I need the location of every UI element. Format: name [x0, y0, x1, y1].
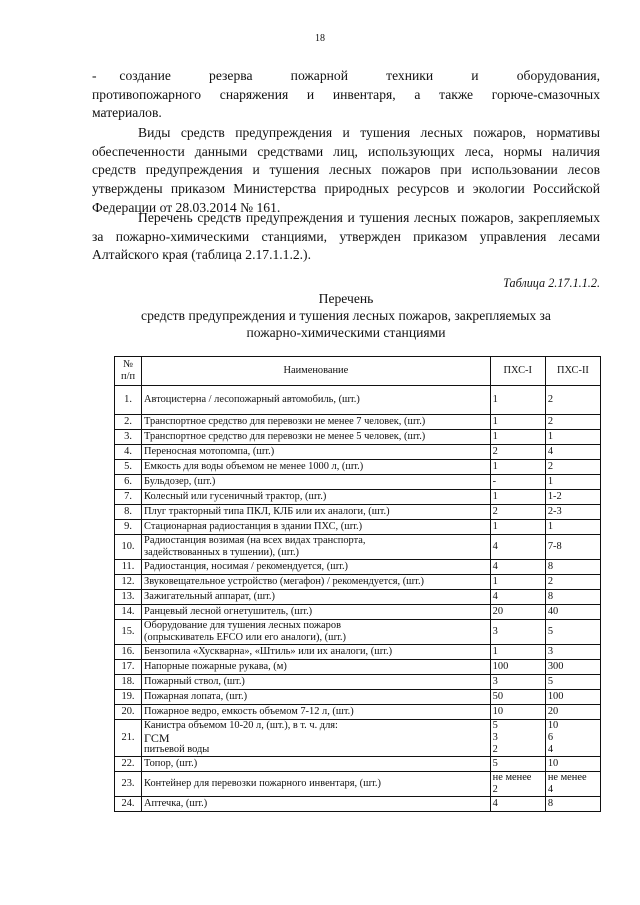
cell-text: (опрыскиватель EFCO или его аналоги), (шт.)	[144, 632, 346, 643]
row-name: Бульдозер, (шт.)	[142, 475, 491, 490]
row-number: 23.	[115, 772, 142, 797]
row-name: Зажигательный аппарат, (шт.)	[142, 590, 491, 605]
row-value: 8	[545, 590, 600, 605]
row-number: 8.	[115, 505, 142, 520]
row-number: 11.	[115, 560, 142, 575]
table-row	[115, 490, 601, 505]
row-value: 20	[545, 705, 600, 720]
row-number: 16.	[115, 645, 142, 660]
row-value: 1	[545, 475, 600, 490]
row-value: 1	[490, 520, 545, 535]
row-number: 20.	[115, 705, 142, 720]
row-number: 18.	[115, 675, 142, 690]
row-values-col2	[545, 720, 600, 757]
row-value: 5	[490, 757, 545, 772]
cell-text: 10	[547, 720, 559, 731]
row-values-col1	[490, 720, 545, 757]
row-value: 300	[545, 660, 600, 675]
table-row	[115, 445, 601, 460]
row-name: Звуковещательное устройство (мегафон) / рекомендуется, (шт.)	[142, 575, 491, 590]
table-row	[115, 675, 601, 690]
row-value: 2	[545, 575, 600, 590]
row-name: Бензопила «Хускварна», «Штиль» или их аналоги, (шт.)	[142, 645, 491, 660]
row-value: 2	[545, 415, 600, 430]
row-value: 20	[490, 605, 545, 620]
row-number: 22.	[115, 757, 142, 772]
cell-text: Канистра объемом 10-20 л, (шт.), в т. ч. для:	[144, 720, 338, 731]
row-values-col2	[545, 772, 600, 797]
row-value: 3	[545, 645, 600, 660]
row-values-col1	[490, 772, 545, 797]
cell-text: Радиостанция возимая (на всех видах транспорта,	[144, 535, 366, 546]
row-name: Автоцистерна / лесопожарный автомобиль, (шт.)	[142, 386, 491, 415]
row-number: 10.	[115, 535, 142, 560]
table-row	[115, 505, 601, 520]
row-name: Топор, (шт.)	[142, 757, 491, 772]
row-value: 2-3	[545, 505, 600, 520]
row-name: Стационарная радиостанция в здании ПХС, (шт.)	[142, 520, 491, 535]
row-value: 1	[490, 645, 545, 660]
table-row	[115, 720, 601, 757]
row-name: Транспортное средство для перевозки не менее 5 человек, (шт.)	[142, 430, 491, 445]
row-value: 3	[490, 620, 545, 645]
equipment-table	[114, 356, 601, 812]
row-value: 1	[490, 430, 545, 445]
cell-text: 3	[492, 732, 498, 743]
row-value: -	[490, 475, 545, 490]
paragraph-line: материалов.	[92, 105, 162, 121]
table-row	[115, 605, 601, 620]
caption-line: Перечень	[318, 291, 374, 306]
row-value: 100	[490, 660, 545, 675]
row-value: 4	[545, 445, 600, 460]
table-row	[115, 535, 601, 560]
row-value: 50	[490, 690, 545, 705]
page-number: 18	[315, 33, 325, 44]
row-name: Колесный или гусеничный трактор, (шт.)	[142, 490, 491, 505]
row-number: 13.	[115, 590, 142, 605]
row-value: 8	[545, 797, 600, 812]
row-number: 14.	[115, 605, 142, 620]
row-name: Переносная мотопомпа, (шт.)	[142, 445, 491, 460]
row-value: 1	[490, 415, 545, 430]
table-caption	[92, 290, 600, 341]
row-value: 1-2	[545, 490, 600, 505]
row-value: 4	[490, 797, 545, 812]
cell-text: не менее	[547, 772, 587, 783]
row-value: 4	[490, 590, 545, 605]
caption-line: пожарно-химическими станциями	[246, 325, 446, 340]
cell-text: 5	[492, 720, 498, 731]
paragraph-line: противопожарного снаряжения и инвентаря, а также горюче-смазочных	[92, 86, 600, 102]
row-number: 24.	[115, 797, 142, 812]
table-row	[115, 460, 601, 475]
table-header-row	[115, 357, 601, 386]
row-value: 2	[545, 386, 600, 415]
table-row	[115, 705, 601, 720]
row-number: 5.	[115, 460, 142, 475]
row-name: Напорные пожарные рукава, (м)	[142, 660, 491, 675]
table-row	[115, 386, 601, 415]
row-number: 1.	[115, 386, 142, 415]
row-value: 10	[545, 757, 600, 772]
row-number: 12.	[115, 575, 142, 590]
table-row	[115, 430, 601, 445]
row-value: 5	[545, 620, 600, 645]
row-value: 2	[545, 460, 600, 475]
table-row	[115, 475, 601, 490]
row-number: 21.	[115, 720, 142, 757]
table-row	[115, 757, 601, 772]
cell-text: 2	[492, 744, 498, 755]
paragraph-line: - создание резерва пожарной техники и оборудования,	[92, 68, 600, 83]
row-name: Ранцевый лесной огнетушитель, (шт.)	[142, 605, 491, 620]
row-number: 7.	[115, 490, 142, 505]
row-number: 6.	[115, 475, 142, 490]
row-value: 1	[490, 490, 545, 505]
row-number: 9.	[115, 520, 142, 535]
row-value: 1	[490, 575, 545, 590]
header-num	[115, 357, 142, 386]
header-col1: ПХС-I	[490, 357, 545, 386]
row-value: 100	[545, 690, 600, 705]
cell-text: 6	[547, 732, 554, 743]
row-value: 1	[545, 520, 600, 535]
paragraph-list-approval: Перечень средств предупреждения и тушения лесных пожаров, закрепляемых за пожарно-химическими станциями, утвержден приказом управления лесами Алтайского края (таблица 2.17.1.1.2.).	[92, 210, 600, 263]
row-value: 1	[490, 386, 545, 415]
row-number: 3.	[115, 430, 142, 445]
cell-text: не менее	[492, 772, 532, 783]
header-name: Наименование	[142, 357, 491, 386]
table-row	[115, 645, 601, 660]
row-name: Аптечка, (шт.)	[142, 797, 491, 812]
paragraph-types-of-means: Виды средств предупреждения и тушения лесных пожаров, нормативы обеспеченности данными средствами лиц, использующих леса, нормы наличия средств предупреждения и тушения лесных пожаров при использовании лесов утверждены приказом Министерства природных ресурсов и экологии Российской Федерации от 28.03.2014 № 161.	[92, 125, 600, 215]
cell-text: Оборудование для тушения лесных пожаров	[144, 620, 341, 631]
row-name: Радиостанция, носимая / рекомендуется, (шт.)	[142, 560, 491, 575]
table-label: Таблица 2.17.1.1.2.	[503, 276, 600, 290]
row-value: 1	[545, 430, 600, 445]
row-name: Пожарный ствол, (шт.)	[142, 675, 491, 690]
row-value: 10	[490, 705, 545, 720]
caption-line: средств предупреждения и тушения лесных пожаров, закрепляемых за	[141, 308, 551, 323]
row-number: 19.	[115, 690, 142, 705]
row-number: 17.	[115, 660, 142, 675]
table-row	[115, 690, 601, 705]
cell-text: задействованных в тушении), (шт.)	[144, 547, 300, 558]
row-value: 7-8	[545, 535, 600, 560]
row-value: 1	[490, 460, 545, 475]
row-value: 2	[490, 505, 545, 520]
row-value: 40	[545, 605, 600, 620]
paragraph-reserve	[92, 67, 600, 123]
table-row	[115, 560, 601, 575]
cell-text: ГСМ	[144, 731, 170, 745]
row-name: Транспортное средство для перевозки не менее 7 человек, (шт.)	[142, 415, 491, 430]
row-name	[142, 620, 491, 645]
cell-text: п/п	[121, 371, 136, 382]
row-value: 8	[545, 560, 600, 575]
row-name: Контейнер для перевозки пожарного инвентаря, (шт.)	[142, 772, 491, 797]
cell-text: 2	[492, 784, 498, 795]
header-col2: ПХС-II	[545, 357, 600, 386]
row-name: Пожарное ведро, емкость объемом 7-12 л, (шт.)	[142, 705, 491, 720]
row-number: 4.	[115, 445, 142, 460]
row-name: Емкость для воды объемом не менее 1000 л, (шт.)	[142, 460, 491, 475]
row-name	[142, 535, 491, 560]
table-row	[115, 772, 601, 797]
row-value: 3	[490, 675, 545, 690]
table-row	[115, 590, 601, 605]
row-value: 4	[490, 535, 545, 560]
row-value: 4	[490, 560, 545, 575]
table-row	[115, 415, 601, 430]
row-value: 5	[545, 675, 600, 690]
row-number: 2.	[115, 415, 142, 430]
table-row	[115, 575, 601, 590]
row-value: 2	[490, 445, 545, 460]
row-name	[142, 720, 491, 757]
table-row	[115, 620, 601, 645]
table-row	[115, 797, 601, 812]
row-name: Плуг тракторный типа ПКЛ, КЛБ или их аналоги, (шт.)	[142, 505, 491, 520]
table-row	[115, 520, 601, 535]
cell-text: №	[123, 359, 133, 370]
table-row	[115, 660, 601, 675]
row-number: 15.	[115, 620, 142, 645]
cell-text: питьевой воды	[144, 744, 210, 755]
cell-text: 4	[547, 744, 554, 755]
cell-text: 4	[547, 784, 554, 795]
row-name: Пожарная лопата, (шт.)	[142, 690, 491, 705]
